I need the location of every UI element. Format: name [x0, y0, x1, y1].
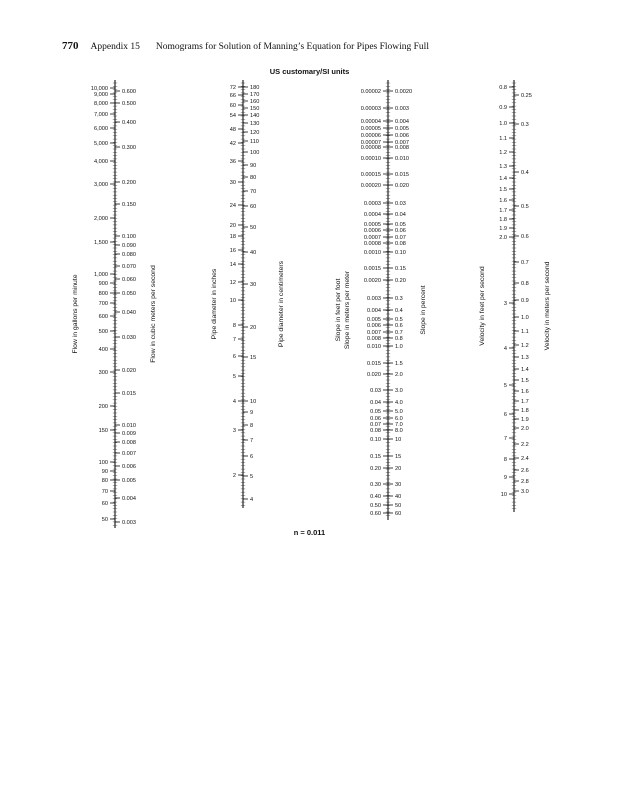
tick-label: 0.00004: [360, 119, 381, 126]
tick-label: 0.007: [367, 330, 381, 337]
tick-label: 0.400: [122, 120, 136, 127]
tick-label: 0.20: [395, 278, 406, 285]
tick-label: 2.0: [521, 426, 529, 433]
tick-label: 3: [503, 301, 507, 308]
tick-label: 80: [101, 478, 108, 485]
tick-label: 50: [395, 503, 402, 510]
tick-label: 0.004: [122, 496, 136, 503]
tick-label: 30: [250, 282, 257, 289]
tick-label: 7: [503, 436, 507, 443]
axis-group: [72, 80, 157, 528]
tick-label: 3,000: [94, 182, 108, 189]
tick-label: 0.080: [122, 252, 136, 259]
tick-label: 6.0: [395, 416, 403, 423]
tick-label: 20: [395, 466, 402, 473]
tick-label: 0.150: [122, 202, 136, 209]
tick-label: 1.1: [521, 329, 529, 336]
tick-label: 60: [250, 204, 257, 211]
tick-label: 4.0: [395, 400, 403, 407]
tick-label: 0.004: [395, 119, 409, 126]
tick-label: 0.009: [122, 431, 136, 438]
tick-label: 0.25: [521, 93, 532, 100]
tick-label: 50: [250, 225, 257, 232]
tick-label: 0.006: [395, 133, 409, 140]
tick-label: 0.15: [370, 454, 381, 461]
tick-label: 80: [250, 175, 257, 182]
tick-label: 900: [98, 281, 108, 288]
tick-label: 400: [98, 347, 108, 354]
tick-label: 0.020: [122, 368, 136, 375]
tick-label: 0.050: [122, 291, 136, 298]
tick-label: 2.4: [521, 456, 529, 463]
tick-label: 66: [229, 93, 236, 100]
tick-label: 0.03: [395, 201, 406, 208]
axis-group: [211, 80, 285, 508]
tick-label: 7.0: [395, 422, 403, 429]
tick-label: 0.0004: [363, 212, 381, 219]
tick-label: 90: [250, 163, 257, 170]
tick-label: 8,000: [94, 101, 108, 108]
tick-label: 0.040: [122, 310, 136, 317]
tick-label: 60: [101, 501, 108, 508]
tick-label: 0.0007: [363, 235, 381, 242]
tick-label: 0.070: [122, 264, 136, 271]
tick-label: 48: [229, 127, 236, 134]
tick-label: 0.020: [367, 372, 381, 379]
axis-title: Pipe diameter in centimeters: [278, 260, 285, 348]
tick-label: 0.8: [521, 281, 529, 288]
tick-label: 42: [229, 141, 236, 148]
tick-label: 180: [250, 85, 260, 92]
tick-label: 0.5: [395, 317, 403, 324]
tick-label: 1.5: [521, 378, 529, 385]
tick-label: 20: [229, 223, 236, 230]
tick-label: 0.9: [499, 105, 507, 112]
tick-label: 1.4: [499, 176, 507, 183]
tick-label: 4: [250, 497, 254, 504]
tick-label: 0.007: [122, 451, 136, 458]
tick-label: 0.015: [395, 172, 409, 179]
tick-label: 0.004: [367, 308, 381, 315]
tick-label: 0.9: [521, 298, 529, 305]
tick-label: 1.7: [521, 399, 529, 406]
tick-label: 0.090: [122, 243, 136, 250]
tick-label: 6: [250, 454, 254, 461]
tick-label: 2.6: [521, 468, 529, 475]
tick-label: 0.007: [395, 140, 409, 147]
tick-label: 0.0020: [395, 89, 413, 96]
tick-label: 0.200: [122, 180, 136, 187]
tick-label: 0.600: [122, 89, 136, 96]
tick-label: 0.07: [370, 422, 381, 429]
tick-label: 7,000: [94, 112, 108, 119]
tick-label: 5,000: [94, 141, 108, 148]
tick-label: 200: [98, 404, 108, 411]
tick-label: 15: [250, 355, 257, 362]
tick-label: 4: [503, 346, 507, 353]
tick-label: 1.8: [499, 217, 507, 224]
tick-label: 0.010: [122, 423, 136, 430]
tick-label: 0.40: [370, 494, 381, 501]
axis-title: Velocity in meters per second: [544, 261, 551, 351]
tick-label: 5: [503, 383, 507, 390]
tick-label: 800: [98, 291, 108, 298]
tick-label: 500: [98, 329, 108, 336]
tick-label: 1.0: [521, 315, 529, 322]
tick-label: 2.0: [499, 235, 507, 242]
tick-label: 1.8: [521, 408, 529, 415]
tick-label: 0.003: [122, 520, 136, 527]
tick-label: 0.0010: [363, 250, 381, 257]
tick-label: 160: [250, 99, 260, 106]
tick-label: 1.2: [499, 150, 507, 157]
tick-label: 0.8: [395, 336, 403, 343]
tick-label: 0.003: [367, 296, 381, 303]
tick-label: 90: [101, 469, 108, 476]
tick-label: 1.0: [499, 121, 507, 128]
tick-label: 0.3: [521, 122, 529, 129]
tick-label: 0.0005: [363, 222, 381, 229]
tick-label: 1.1: [499, 136, 507, 143]
tick-label: 0.10: [395, 250, 406, 257]
tick-label: 0.7: [395, 330, 403, 337]
tick-label: 0.060: [122, 277, 136, 284]
tick-label: 0.20: [370, 466, 381, 473]
tick-label: 0.08: [395, 241, 406, 248]
tick-label: 54: [229, 113, 236, 120]
tick-label: 1.9: [499, 226, 507, 233]
tick-label: 5: [250, 474, 254, 481]
tick-label: 0.020: [395, 183, 409, 190]
tick-label: 0.03: [370, 388, 381, 395]
tick-label: 0.00003: [360, 106, 381, 113]
tick-label: 600: [98, 314, 108, 321]
tick-label: 0.06: [370, 416, 381, 423]
tick-label: 3: [232, 428, 236, 435]
tick-label: 8: [250, 423, 254, 430]
tick-label: 3.0: [395, 388, 403, 395]
tick-label: 0.010: [367, 344, 381, 351]
axis-title: Velocity in feet per second: [479, 266, 486, 346]
tick-label: 1.5: [395, 361, 403, 368]
tick-label: 1.4: [521, 367, 529, 374]
tick-label: 40: [250, 250, 257, 257]
tick-label: 0.50: [370, 503, 381, 510]
tick-label: 36: [229, 159, 236, 166]
tick-label: 0.3: [395, 296, 403, 303]
tick-label: 0.005: [395, 126, 409, 133]
tick-label: 0.10: [370, 437, 381, 444]
tick-label: 8.0: [395, 428, 403, 435]
tick-label: 0.08: [370, 428, 381, 435]
tick-label: 0.030: [122, 335, 136, 342]
tick-label: 1.7: [499, 208, 507, 215]
page-number: 770: [62, 40, 79, 52]
tick-label: 0.005: [367, 317, 381, 324]
tick-label: 0.00005: [360, 126, 381, 133]
tick-label: 0.00010: [360, 156, 381, 163]
tick-label: 0.4: [521, 170, 529, 177]
tick-label: 0.00002: [360, 89, 381, 96]
tick-label: 8: [232, 323, 236, 330]
tick-label: 2.8: [521, 479, 529, 486]
axis-title: Flow in gallons per minute: [72, 274, 79, 354]
tick-label: 0.00006: [360, 133, 381, 140]
tick-label: 0.0003: [363, 201, 381, 208]
tick-label: 10: [395, 437, 402, 444]
tick-label: 0.8: [499, 85, 507, 92]
tick-label: 2.0: [395, 372, 403, 379]
tick-label: 4,000: [94, 159, 108, 166]
tick-label: 120: [250, 130, 260, 137]
tick-label: 0.008: [367, 336, 381, 343]
tick-label: 140: [250, 113, 260, 120]
tick-label: 0.04: [395, 212, 406, 219]
tick-label: 0.15: [395, 266, 406, 273]
tick-label: 12: [229, 280, 236, 287]
tick-label: 1,000: [94, 272, 108, 279]
tick-label: 0.7: [521, 260, 529, 267]
tick-label: 14: [229, 262, 236, 269]
axis-title: Slope in percent: [420, 285, 427, 335]
manning-n-label: n = 0.011: [293, 528, 326, 537]
tick-label: 0.07: [395, 235, 406, 242]
tick-label: 150: [250, 106, 260, 113]
tick-label: 0.30: [370, 482, 381, 489]
tick-label: 70: [101, 489, 108, 496]
tick-label: 5.0: [395, 409, 403, 416]
tick-label: 0.008: [395, 145, 409, 152]
tick-label: 0.500: [122, 101, 136, 108]
tick-label: 1.0: [395, 344, 403, 351]
tick-label: 0.00015: [360, 172, 381, 179]
tick-label: 0.0020: [363, 278, 381, 285]
tick-label: 0.04: [370, 400, 381, 407]
tick-label: 0.00020: [360, 183, 381, 190]
axis-group: [479, 80, 551, 512]
tick-label: 0.4: [395, 308, 403, 315]
tick-label: 9: [250, 410, 254, 417]
tick-label: 0.0015: [363, 266, 381, 273]
tick-label: 60: [395, 511, 402, 518]
tick-label: 40: [395, 494, 402, 501]
tick-label: 2: [232, 473, 236, 480]
tick-label: 3.0: [521, 489, 529, 496]
tick-label: 10: [229, 298, 236, 305]
axis-title: Slope in meters per meter: [344, 270, 351, 350]
running-title: Nomograms for Solution of Manning’s Equation for Pipes Flowing Full: [155, 42, 429, 52]
tick-label: 0.00007: [360, 140, 381, 147]
tick-label: 6: [503, 412, 507, 419]
tick-label: 1.2: [521, 343, 529, 350]
tick-label: 150: [98, 428, 108, 435]
tick-label: 0.008: [122, 440, 136, 447]
tick-label: 0.003: [395, 106, 409, 113]
tick-label: 0.010: [395, 156, 409, 163]
tick-label: 50: [101, 517, 108, 524]
tick-label: 7: [250, 438, 254, 445]
tick-label: 2,000: [94, 216, 108, 223]
tick-label: 1.3: [499, 164, 507, 171]
axis-title: Pipe diameter in inches: [211, 268, 218, 340]
tick-label: 72: [229, 85, 236, 92]
tick-label: 1,500: [94, 240, 108, 247]
tick-label: 30: [395, 482, 402, 489]
units-title: US customary/SI units: [269, 67, 350, 76]
tick-label: 700: [98, 301, 108, 308]
tick-label: 10: [500, 492, 507, 499]
tick-label: 1.5: [499, 187, 507, 194]
tick-label: 100: [250, 150, 260, 157]
tick-label: 0.05: [395, 222, 406, 229]
tick-label: 0.015: [367, 361, 381, 368]
tick-label: 0.006: [122, 464, 136, 471]
tick-label: 0.06: [395, 228, 406, 235]
tick-label: 24: [229, 203, 236, 210]
tick-label: 0.00008: [360, 145, 381, 152]
tick-label: 10,000: [90, 86, 108, 93]
tick-label: 20: [250, 325, 257, 332]
appendix-label: Appendix 15: [90, 42, 140, 52]
tick-label: 130: [250, 121, 260, 128]
tick-label: 5: [232, 374, 236, 381]
tick-label: 0.05: [370, 409, 381, 416]
tick-label: 0.0008: [363, 241, 381, 248]
axis-group: [335, 80, 427, 520]
tick-label: 6: [232, 354, 236, 361]
tick-label: 0.006: [367, 323, 381, 330]
tick-label: 1.9: [521, 417, 529, 424]
axis-title: Slope in feet per foot: [335, 278, 342, 342]
tick-label: 30: [229, 180, 236, 187]
tick-label: 60: [229, 103, 236, 110]
tick-label: 110: [250, 139, 259, 146]
tick-label: 15: [395, 454, 402, 461]
tick-label: 0.6: [521, 234, 529, 241]
tick-label: 0.015: [122, 391, 136, 398]
tick-label: 9: [503, 475, 507, 482]
tick-label: 0.5: [521, 204, 529, 211]
tick-label: 70: [250, 189, 257, 196]
tick-label: 0.300: [122, 145, 136, 152]
tick-label: 300: [98, 370, 108, 377]
tick-label: 16: [229, 248, 236, 255]
tick-label: 2.2: [521, 442, 529, 449]
tick-label: 4: [232, 399, 236, 406]
tick-label: 1.6: [521, 389, 529, 396]
tick-label: 0.6: [395, 323, 403, 330]
tick-label: 9,000: [94, 92, 108, 99]
tick-label: 6,000: [94, 126, 108, 133]
tick-label: 1.6: [499, 198, 507, 205]
tick-label: 0.100: [122, 234, 136, 241]
tick-label: 100: [98, 460, 108, 467]
tick-label: 7: [232, 337, 236, 344]
tick-label: 0.005: [122, 478, 136, 485]
tick-label: 0.60: [370, 511, 381, 518]
tick-label: 8: [503, 457, 507, 464]
axis-title: Flow in cubic meters per second: [150, 265, 157, 363]
tick-label: 170: [250, 92, 260, 99]
tick-label: 1.3: [521, 355, 529, 362]
tick-label: 18: [229, 234, 236, 241]
tick-label: 0.0006: [363, 228, 381, 235]
tick-label: 10: [250, 399, 257, 406]
